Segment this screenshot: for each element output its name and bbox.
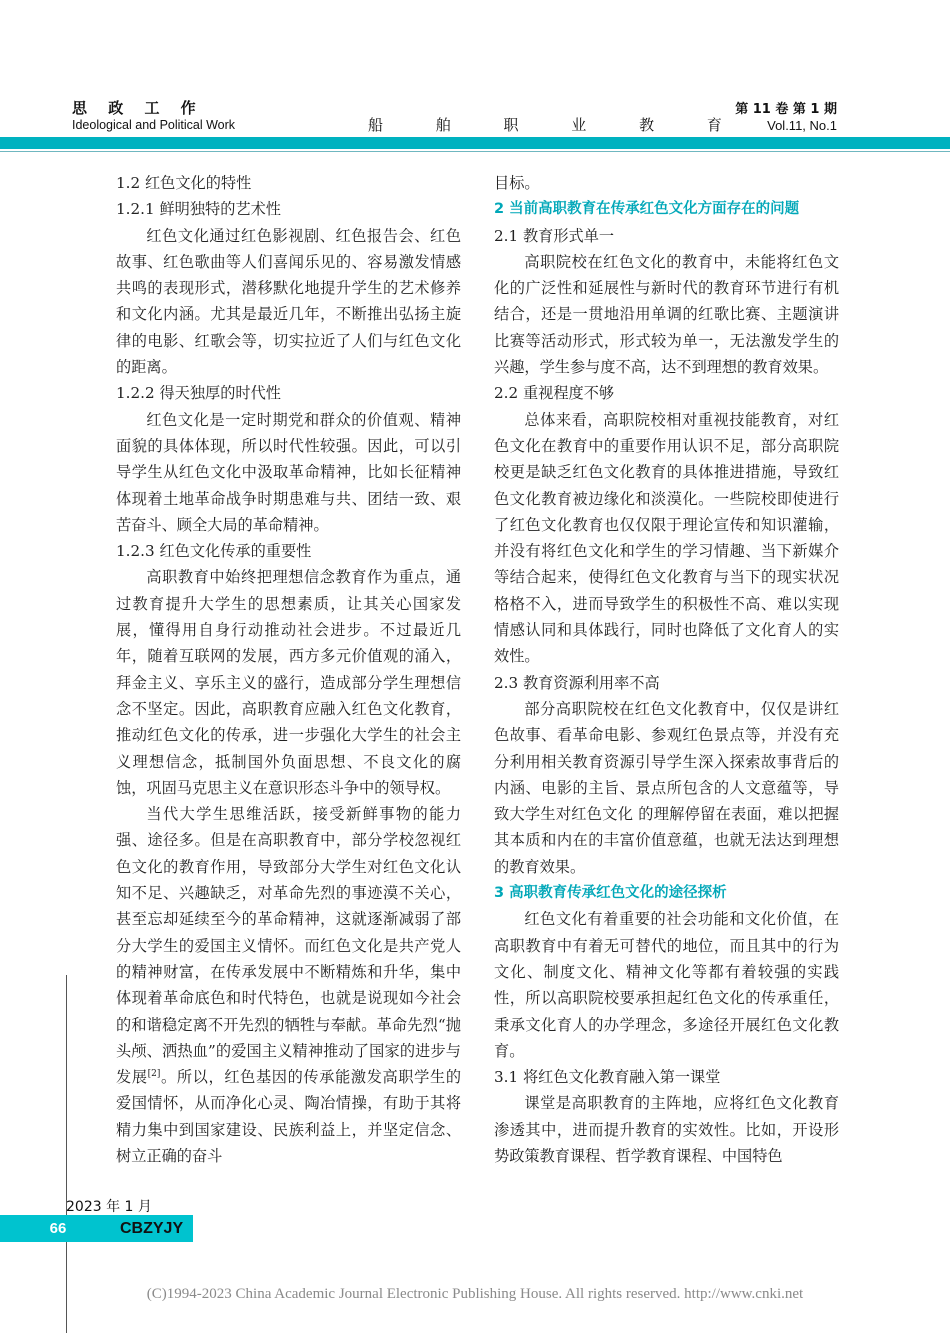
copyright-notice: (C)1994-2023 China Academic Journal Electronic Publishing House. All rights reserved. http://www.cnki.net xyxy=(146,1286,804,1302)
header-rule xyxy=(0,151,950,152)
paragraph: 红色文化是一定时期党和群众的价值观、精神面貌的具体体现，所以时代性较强。因此，可以引导学生从红色文化中汲取革命精神，比如长征精神体现着土地革命战争时期患难与共、团结一致、艰苦奋斗、顾全大局的革命精神。 xyxy=(116,410,461,534)
subsection-heading: 1.2.1 鲜明独特的艺术性 xyxy=(116,200,281,219)
section-heading: 3 高职教育传承红色文化的途径探析 xyxy=(494,885,727,902)
journal-code: CBZYJY xyxy=(120,1220,184,1237)
paragraph: 红色文化通过红色影视剧、红色报告会、红色故事、红色歌曲等人们喜闻乐见的、容易激发情感共鸣的表现形式，潜移默化地提升学生的艺术修养和文化内涵。尤其是最近几年，不断推出弘扬主旋律的电影、红歌会等，切实拉近了人们与红色文化的距离。 xyxy=(116,226,461,377)
paragraph: 部分高职院校在红色文化教育中，仅仅是讲红色故事、看革命电影、参观红色景点等，并没有充分利用相关教育资源引导学生深入探索故事背后的内涵、电影的主旨、景点所包含的人文意蕴等，导致大学生对红色文化 的理解停留在表面，难以把握其本质和内在的丰富价值意蕴，也就无法达到理想的教育效果。 xyxy=(494,699,839,876)
section-heading: 1.2 红色文化的特性 xyxy=(116,174,252,192)
subsection-heading: 1.2.3 红色文化传承的重要性 xyxy=(116,542,312,561)
section-heading: 2 当前高职教育在传承红色文化方面存在的问题 xyxy=(494,201,800,218)
subsection-heading: 3.1 将红色文化教育融入第一课堂 xyxy=(494,1068,721,1087)
page-number: 66 xyxy=(49,1220,67,1237)
issue-date: 2023 年 1 月 xyxy=(66,1199,152,1215)
subsection-heading: 2.2 重视程度不够 xyxy=(494,384,615,403)
paragraph: 目标。 xyxy=(494,174,540,192)
paragraph xyxy=(116,801,461,1169)
header-accent-bar xyxy=(0,137,950,149)
left-column xyxy=(116,170,461,1169)
margin-rule xyxy=(66,975,67,1333)
paragraph-text: 当代大学生思维活跃，接受新鲜事物的能力强、途径多。但是在高职教育中，部分学校忽视红色文化的教育作用，导致部分大学生对红色文化认知不足、兴趣缺乏，对革命先烈的事迹漠不关心，甚至忘却延续至今的革命精神，这就逐渐减弱了部分大学生的爱国主义情怀。而红色文化是共产党人的精神财富，在传承发展中不断精炼和升华，集中体现着革命底色和时代特色，也就是说现如今社会的和谐稳定离不开先烈的牺牲与奉献。革命先烈“抛头颅、洒热血”的爱国主义精神推动了国家的进步与发展 xyxy=(116,805,461,1087)
paragraph: 红色文化有着重要的社会功能和文化价值，在高职教育中有着无可替代的地位，而且其中的行为文化、制度文化、精神文化等都有着较强的实践性，所以高职院校要承担起红色文化的传承重任，秉承文化育人的办学理念，多途径开展红色文化教育。 xyxy=(494,910,839,1060)
subsection-heading: 2.1 教育形式单一 xyxy=(494,226,615,245)
subsection-heading: 2.3 教育资源利用率不高 xyxy=(494,673,660,692)
volume-issue-english: Vol.11, No.1 xyxy=(767,118,837,133)
section-label-english: Ideological and Political Work xyxy=(72,118,236,132)
paragraph-text: 。所以，红色基因的传承能激发高职学生的爱国情怀，从而净化心灵、陶冶情操，有助于其将精力集中到国家建设、民族利益上，并坚定信念、树立正确的奋斗 xyxy=(116,1068,462,1165)
paragraph: 总体来看，高职院校相对重视技能教育，对红色文化在教育中的重要作用认识不足，部分高职院校更是缺乏红色文化教育的具体推进措施，导致红色文化教育被边缘化和淡漠化。一些院校即使进行了红色文化教育也仅仅限于理论宣传和知识灌输，并没有将红色文化和学生的学习情趣、当下新媒介等结合起来，使得红色文化教育与当下的现实状况格格不入，进而导致学生的积极性不高、难以实现情感认同和具体践行，同时也降低了文化育人的实效性。 xyxy=(494,410,839,666)
volume-issue: 第 11 卷 第 1 期 xyxy=(735,102,837,117)
section-label: 思 政 工 作 xyxy=(72,99,204,117)
citation-ref[interactable]: [2] xyxy=(147,1069,161,1080)
subsection-heading: 1.2.2 得天独厚的时代性 xyxy=(116,384,281,403)
paragraph: 课堂是高职教育的主阵地，应将红色文化教育渗透其中，进而提升教育的实效性。比如，开设形势政策教育课程、哲学教育课程、中国特色 xyxy=(494,1094,839,1165)
journal-title: 船 舶 职 业 教 育 xyxy=(368,116,746,134)
paragraph: 高职院校在红色文化的教育中，未能将红色文化的广泛性和延展性与新时代的教育环节进行有机结合，还是一贯地沿用单调的红歌比赛、主题演讲比赛等活动形式，形式较为单一，无法激发学生的兴趣，学生参与度不高，达不到理想的教育效果。 xyxy=(494,252,839,377)
right-column xyxy=(494,170,839,1169)
paragraph: 高职教育中始终把理想信念教育作为重点，通过教育提升大学生的思想素质，让其关心国家发展，懂得用自身行动推动社会进步。不过最近几年，随着互联网的发展，西方多元价值观的涌入，拜金主义、享乐主义的盛行，造成部分学生理想信念不坚定。因此，高职教育应融入红色文化教育，推动红色文化的传承，进一步强化大学生的社会主义理想信念，抵制国外负面思想、不良文化的腐蚀，巩固马克思主义在意识形态斗争中的领导权。 xyxy=(116,568,461,797)
